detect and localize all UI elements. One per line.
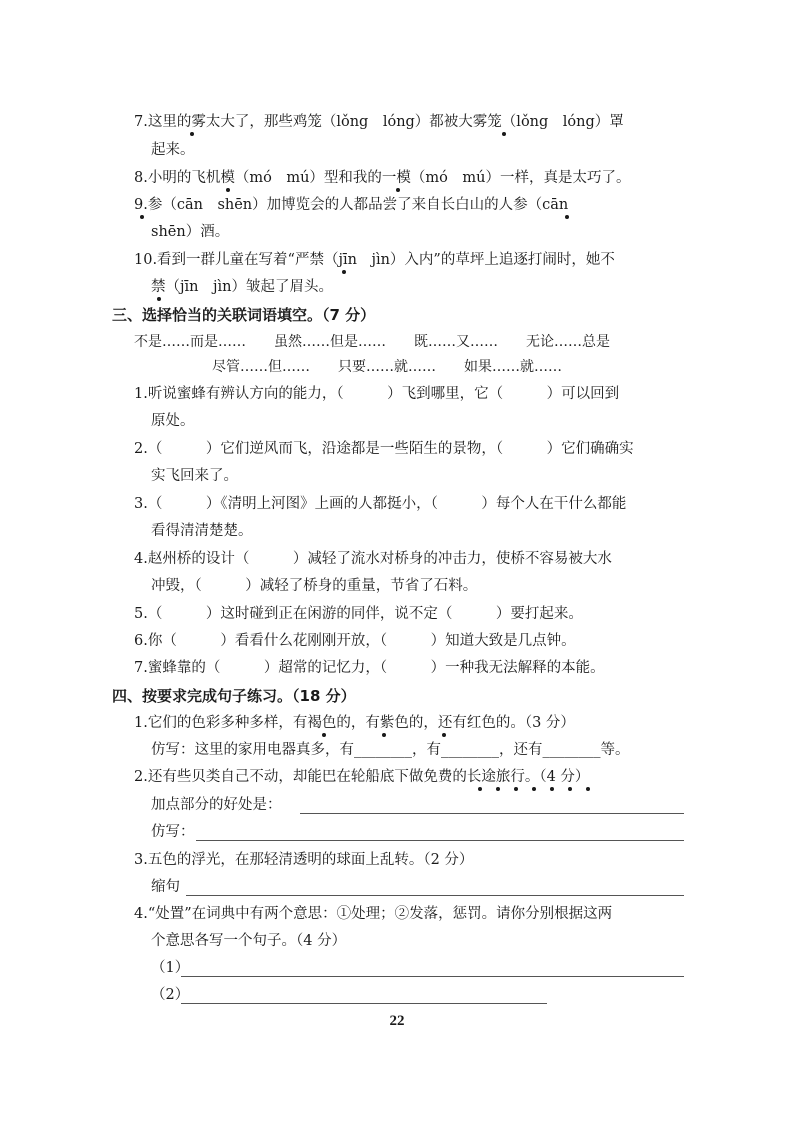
emphasis-dot — [342, 270, 346, 274]
conjunction-options-row2: 尽管……但…… 只要……就…… 如果……就…… — [212, 359, 562, 375]
question-7-line2: 起来。 — [151, 142, 195, 158]
emphasis-dot — [442, 733, 446, 737]
emphasis-dot — [514, 787, 518, 791]
s4-question-4-answer2-label: （2） — [151, 987, 190, 1003]
emphasis-dot — [157, 297, 161, 301]
s3-question-4-line2: 冲毁，（ ）减轻了桥身的重量，节省了石料。 — [151, 578, 478, 594]
s3-question-3-line2: 看得清清楚楚。 — [151, 523, 253, 539]
s4-question-4-line1: 4.“处置”在词典中有两个意思：①处理；②发落，惩罚。请你分别根据这两 — [134, 906, 613, 922]
emphasis-dot — [478, 787, 482, 791]
s4-question-1-imitate[interactable]: 仿写：这里的家用电器真多，有________，有________，还有________等。 — [151, 742, 630, 758]
emphasis-dot — [532, 787, 536, 791]
s3-question-1-line1: 1.听说蜜蜂有辨认方向的能力，（ ）飞到哪里，它（ ）可以回到 — [134, 386, 620, 402]
s4-question-4-answer1-label: （1） — [151, 960, 190, 976]
s3-question-6: 6.你（ ）看看什么花刚刚开放，（ ）知道大致是几点钟。 — [134, 633, 576, 649]
s3-question-3-line1: 3.（ ）《清明上河图》上画的人都挺小，（ ）每个人在干什么都能 — [134, 496, 627, 512]
emphasis-dot — [496, 787, 500, 791]
s4-question-4-line2: 个意思各写一个句子。（4 分） — [151, 933, 347, 949]
question-7-line1: 7.这里的雾太大了，那些鸡笼（lǒng lóng）都被大雾笼（lǒng lóng）罩 — [134, 114, 624, 130]
question-9-line2: shēn）酒。 — [151, 224, 230, 240]
emphasis-dot — [396, 188, 400, 192]
emphasis-dot — [502, 132, 506, 136]
answer-line[interactable] — [186, 895, 684, 896]
s4-question-1: 1.它们的色彩多种多样，有褐色的，有紫色的，还有红色的。（3 分） — [134, 715, 575, 731]
conjunction-options-row1: 不是……而是…… 虽然……但是…… 既……又…… 无论……总是 — [134, 334, 610, 350]
answer-line[interactable] — [181, 1003, 547, 1004]
question-8: 8.小明的飞机模（mó mú）型和我的一模（mó mú）一样，真是太巧了。 — [134, 170, 631, 186]
question-9-line1: 9.参（cān shēn）加博览会的人都品尝了来自长白山的人参（cān — [134, 197, 569, 213]
s4-question-3: 3.五色的浮光，在那轻清透明的球面上乱转。（2 分） — [134, 852, 474, 868]
answer-line[interactable] — [181, 976, 684, 977]
s3-question-2-line1: 2.（ ）它们逆风而飞，沿途都是一些陌生的景物，（ ）它们确确实 — [134, 441, 634, 457]
answer-line[interactable] — [300, 813, 684, 814]
emphasis-dot — [550, 787, 554, 791]
s3-question-2-line2: 实飞回来了。 — [151, 468, 238, 484]
section-3-heading: 三、选择恰当的关联词语填空。（7 分） — [112, 306, 376, 324]
emphasis-dot — [586, 787, 590, 791]
s3-question-7: 7.蜜蜂靠的（ ）超常的记忆力，（ ）一种我无法解释的本能。 — [134, 660, 605, 676]
emphasis-dot — [565, 215, 569, 219]
emphasis-dot — [568, 787, 572, 791]
emphasis-dot — [190, 132, 194, 136]
s4-question-2: 2.还有些贝类自己不动，却能巴在轮船底下做免费的长途旅行。（4 分） — [134, 769, 590, 785]
question-10-line2: 禁（jīn jìn）皱起了眉头。 — [151, 279, 333, 295]
s4-question-3-label: 缩句 — [151, 879, 180, 895]
s3-question-5: 5.（ ）这时碰到正在闲游的同伴，说不定（ ）要打起来。 — [134, 606, 583, 622]
emphasis-dot — [322, 733, 326, 737]
s3-question-4-line1: 4.赵州桥的设计（ ）减轻了流水对桥身的冲击力，使桥不容易被大水 — [134, 551, 612, 567]
question-10-line1: 10.看到一群儿童在写着“严禁（jīn jìn）入内”的草坪上追逐打闹时，她不 — [134, 252, 615, 268]
emphasis-dot — [226, 188, 230, 192]
s3-question-1-line2: 原处。 — [151, 413, 195, 429]
answer-line[interactable] — [196, 840, 684, 841]
page-number: 22 — [389, 1013, 405, 1029]
section-4-heading: 四、按要求完成句子练习。（18 分） — [112, 687, 356, 705]
s4-question-2-benefit-label: 加点部分的好处是： — [151, 797, 282, 813]
emphasis-dot — [140, 215, 144, 219]
emphasis-dot — [382, 733, 386, 737]
s4-question-2-imitate-label: 仿写： — [151, 824, 195, 840]
